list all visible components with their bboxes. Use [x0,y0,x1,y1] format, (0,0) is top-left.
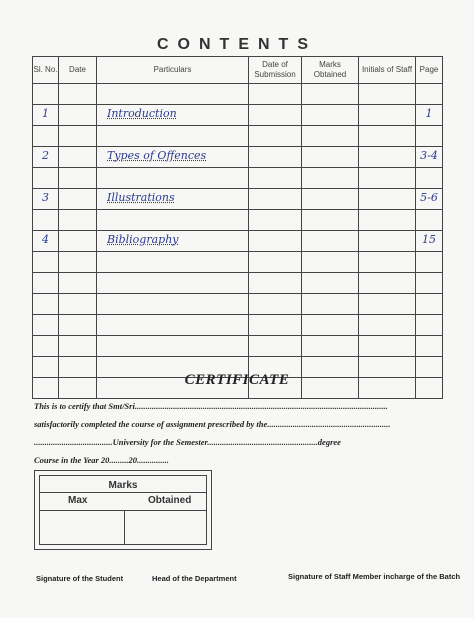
header-marks-obtained: Marks Obtained [302,57,359,84]
initials-cell [359,231,416,252]
marks-cell [302,105,359,126]
page-cell [416,147,443,168]
page-cell [416,210,443,231]
marks-box [34,470,212,550]
marks-cell [302,231,359,252]
initials-cell [359,126,416,147]
marks-divider-bottom [40,510,206,511]
table-row [33,210,443,231]
date-cell [59,84,97,105]
date-cell [59,105,97,126]
page-text: 3-4 [420,149,438,162]
particulars-text: Bibliography [107,233,179,246]
marks-cell [302,315,359,336]
marks-cell [302,336,359,357]
submission-date-cell [249,336,302,357]
marks-cell [302,189,359,210]
particulars-text: Introduction [107,107,177,120]
contents-heading: CONTENTS [157,36,317,53]
date-cell [59,273,97,294]
initials-cell [359,294,416,315]
signature-student: Signature of the Student [36,574,124,583]
date-cell [59,294,97,315]
particulars-text: Illustrations [107,191,175,204]
marks-cell [302,210,359,231]
marks-col-obtained: Obtained [148,495,192,506]
particulars-cell [97,273,249,294]
sl-no-cell [33,294,59,315]
page-cell [416,84,443,105]
submission-date-cell [249,189,302,210]
particulars-cell [97,315,249,336]
particulars-cell [97,189,249,210]
sl-no-text: 3 [42,191,49,204]
header-page: Page [416,57,443,84]
submission-date-cell [249,126,302,147]
table-row [33,315,443,336]
marks-col-max: Max [68,495,88,506]
certificate-line-3: .....................................University for the Semester....................................................degree [34,437,341,447]
table-row [33,105,443,126]
table-row [33,273,443,294]
marks-cell [302,147,359,168]
header-date-of-submission: Date of Submission [249,57,302,84]
initials-cell [359,84,416,105]
particulars-cell [97,126,249,147]
table-row [33,189,443,210]
page-cell [416,189,443,210]
sl-no-cell [33,147,59,168]
sl-no-cell [33,336,59,357]
page-text: 15 [422,233,436,246]
sl-no-cell [33,126,59,147]
particulars-cell [97,252,249,273]
contents-table [32,56,443,399]
marks-cell [302,294,359,315]
particulars-cell [97,210,249,231]
sl-no-cell [33,189,59,210]
submission-date-cell [249,273,302,294]
marks-title: Marks [108,480,138,491]
submission-date-cell [249,168,302,189]
date-cell [59,231,97,252]
submission-date-cell [249,210,302,231]
initials-cell [359,210,416,231]
marks-cell [302,126,359,147]
particulars-cell [97,231,249,252]
submission-date-cell [249,315,302,336]
page-cell [416,168,443,189]
sl-no-cell [33,252,59,273]
date-cell [59,147,97,168]
sl-no-text: 4 [42,233,49,246]
table-row [33,252,443,273]
particulars-cell [97,105,249,126]
initials-cell [359,168,416,189]
marks-box-inner [39,475,207,545]
page-cell [416,294,443,315]
page-cell [416,126,443,147]
initials-cell [359,189,416,210]
header-date: Date [59,57,97,84]
initials-cell [359,147,416,168]
particulars-cell [97,84,249,105]
initials-cell [359,315,416,336]
sl-no-text: 2 [42,149,49,162]
page-cell [416,315,443,336]
sl-no-cell [33,84,59,105]
submission-date-cell [249,147,302,168]
date-cell [59,336,97,357]
sl-no-cell [33,231,59,252]
page-cell [416,105,443,126]
header-initials-of-staff: Initials of Staff [359,57,416,84]
date-cell [59,210,97,231]
table-row [33,84,443,105]
sl-no-cell [33,315,59,336]
table-row [33,147,443,168]
sl-no-cell [33,273,59,294]
table-row [33,294,443,315]
date-cell [59,189,97,210]
submission-date-cell [249,84,302,105]
marks-cell [302,252,359,273]
marks-divider-top [40,492,206,493]
table-row [33,168,443,189]
header-particulars: Particulars [97,57,249,84]
table-row [33,231,443,252]
date-cell [59,315,97,336]
particulars-cell [97,294,249,315]
table-row [33,336,443,357]
submission-date-cell [249,231,302,252]
page-cell [416,231,443,252]
submission-date-cell [249,105,302,126]
marks-cell [302,273,359,294]
page-cell [416,336,443,357]
contents-table-body [33,84,443,399]
signature-hod: Head of the Department [152,574,237,583]
certificate-line-4: Course in the Year 20.........20............... [34,455,169,465]
page-cell [416,273,443,294]
marks-cell [302,168,359,189]
certificate-title: CERTIFICATE [184,372,290,388]
initials-cell [359,273,416,294]
submission-date-cell [249,294,302,315]
page-text: 1 [425,107,433,120]
date-cell [59,126,97,147]
header-sl-no: Sl. No. [33,57,59,84]
initials-cell [359,105,416,126]
signature-staff: Signature of Staff Member incharge of the Batch [288,572,461,581]
sl-no-text: 1 [42,107,49,120]
particulars-cell [97,147,249,168]
date-cell [59,252,97,273]
particulars-text: Types of Offences [107,149,207,162]
particulars-cell [97,168,249,189]
sl-no-cell [33,168,59,189]
marks-cell [302,84,359,105]
marks-column-divider [124,510,125,544]
initials-cell [359,252,416,273]
initials-cell [359,336,416,357]
submission-date-cell [249,252,302,273]
sl-no-cell [33,210,59,231]
page-cell [416,252,443,273]
date-cell [59,168,97,189]
table-header-row [33,57,443,84]
sl-no-cell [33,105,59,126]
page-text: 5-6 [420,191,438,204]
certificate-line-1: This is to certify that Smt/Sri....................................................................................................................... [34,401,388,411]
particulars-cell [97,336,249,357]
certificate-line-2: satisfactorily completed the course of assignment prescribed by the.......................................................... [34,419,391,429]
table-row [33,126,443,147]
